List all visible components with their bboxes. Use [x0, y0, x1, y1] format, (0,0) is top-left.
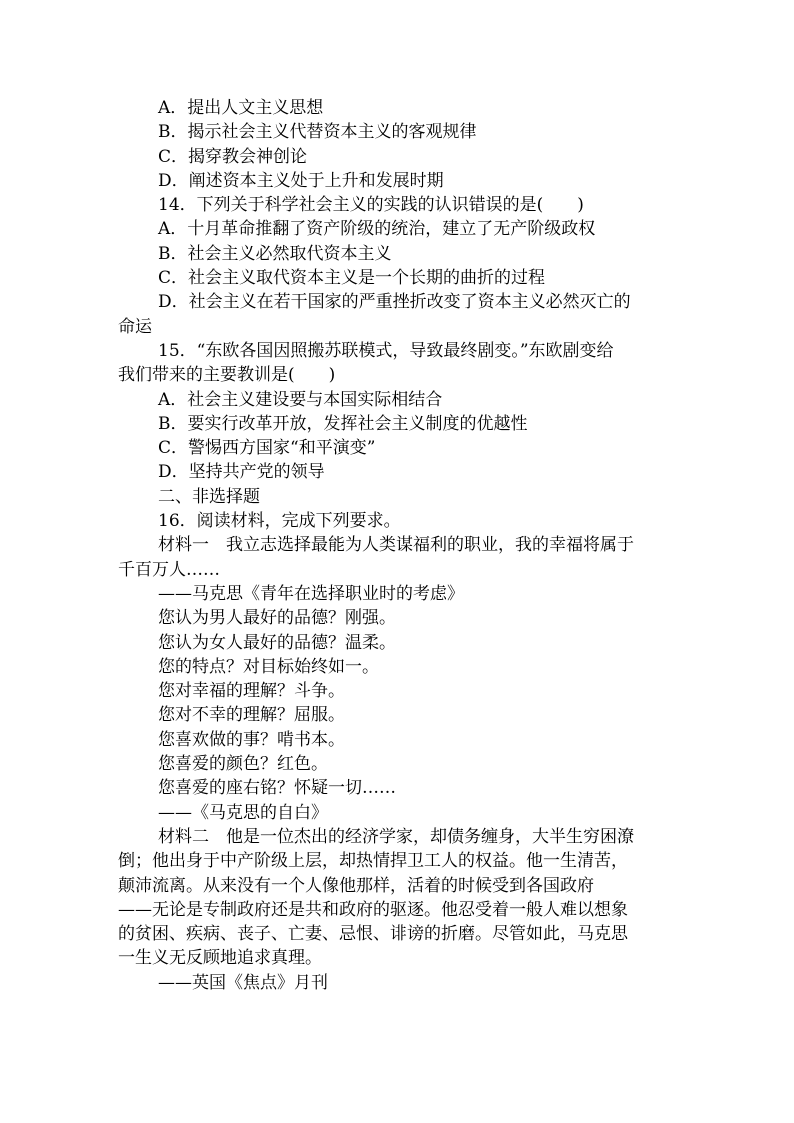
- material2-text-continued: 的贫困、疾病、丧子、亡妻、忌恨、诽谤的折磨。尽管如此，马克思: [118, 924, 628, 945]
- qa-line: 您的特点？对目标始终如一。: [158, 656, 379, 677]
- q15-stem: 15．“东欧各国因照搬苏联模式，导致最终剧变。”东欧剧变给: [158, 340, 614, 361]
- document-page: [118, 96, 678, 995]
- material1-source: ——马克思《青年在选择职业时的考虑》: [158, 583, 464, 604]
- q15-option-b: B．要实行改革开放，发挥社会主义制度的优越性: [158, 413, 528, 434]
- material1-text-continued: 千百万人……: [118, 559, 220, 580]
- q14-option-b: B．社会主义必然取代资本主义: [158, 243, 392, 264]
- material2-text-continued: 倒；他出身于中产阶级上层，却热情捍卫工人的权益。他一生清苦，: [118, 851, 628, 872]
- qa-line: 您对不幸的理解？屈服。: [158, 705, 345, 726]
- q14-option-d: D．社会主义在若干国家的严重挫折改变了资本主义必然灭亡的: [158, 292, 631, 313]
- q13-option-d: D．阐述资本主义处于上升和发展时期: [158, 170, 444, 191]
- q13-option-a: A．提出人文主义思想: [158, 98, 324, 118]
- q13-option-b: B．揭示社会主义代替资本主义的客观规律: [158, 122, 477, 143]
- material2-text-continued: 一生义无反顾地追求真理。: [118, 948, 322, 969]
- material2-text-continued: 颠沛流离。从来没有一个人像他那样，活着的时候受到各国政府: [118, 875, 594, 896]
- q14-option-a: A．十月革命推翻了资产阶级的统治，建立了无产阶级政权: [158, 219, 596, 240]
- q16-stem: 16．阅读材料，完成下列要求。: [158, 511, 401, 532]
- q15-option-c: C．警惕西方国家“和平演变”: [158, 438, 376, 459]
- qa-line: 您认为女人最好的品德？温柔。: [158, 632, 396, 653]
- q15-stem-continued: 我们带来的主要教训是( ): [118, 365, 336, 386]
- q14-option-d-continued: 命运: [118, 316, 152, 337]
- qa-line: 您喜爱的颜色？红色。: [158, 754, 328, 775]
- qa-line: 您喜爱的座右铭？怀疑一切……: [158, 778, 396, 799]
- qa-line: 您喜欢做的事？啃书本。: [158, 729, 345, 750]
- section-title: 二、非选择题: [158, 486, 260, 507]
- material2-text: 材料二 他是一位杰出的经济学家，却债务缠身，大半生穷困潦: [158, 826, 634, 847]
- material2-source: ——英国《焦点》月刊: [158, 972, 328, 993]
- q14-stem: 14．下列关于科学社会主义的实践的认识错误的是( ): [158, 195, 584, 216]
- material1-text: 材料一 我立志选择最能为人类谋福利的职业，我的幸福将属于: [158, 535, 634, 556]
- qa-line: 您对幸福的理解？斗争。: [158, 681, 345, 702]
- q14-option-c: C．社会主义取代资本主义是一个长期的曲折的过程: [158, 268, 546, 289]
- qa-line: 您认为男人最好的品德？刚强。: [158, 608, 396, 629]
- qa-source: ——《马克思的自白》: [158, 802, 328, 823]
- q13-option-c: C．揭穿教会神创论: [158, 146, 308, 167]
- material2-text-continued: ——无论是专制政府还是共和政府的驱逐。他忍受着一般人难以想象: [118, 899, 628, 920]
- q15-option-d: D．坚持共产党的领导: [158, 462, 325, 483]
- q15-option-a: A．社会主义建设要与本国实际相结合: [158, 389, 443, 410]
